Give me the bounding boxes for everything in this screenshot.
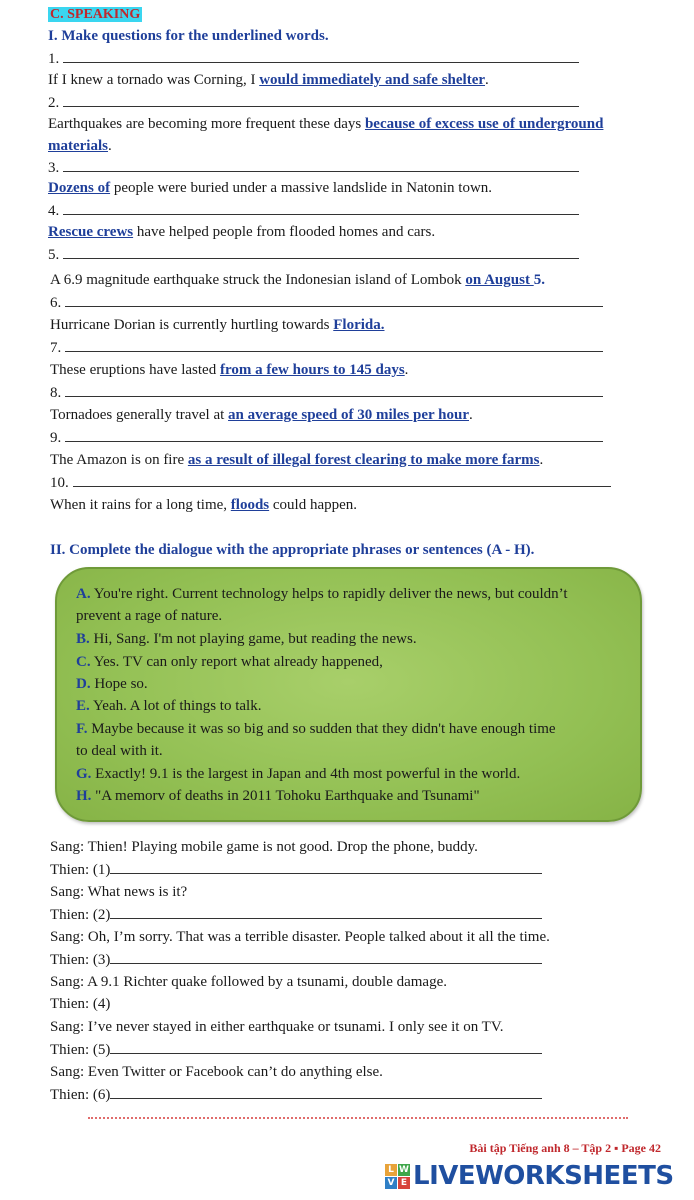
option-a: A. You're right. Current technology helps to rapidly deliver the news, but couldn’t <box>76 586 568 602</box>
dialogue-line: Sang: Oh, I’m sorry. That was a terrible disaster. People talked about it all the time. <box>50 929 550 945</box>
question-8: Tornadoes generally travel at an average speed of 30 miles per hour. <box>50 407 473 423</box>
footer-divider <box>88 1117 628 1119</box>
option-d: D. Hope so. <box>76 676 148 692</box>
logo-icon: L W V E <box>385 1164 410 1189</box>
answer-line-5[interactable]: 5. <box>48 245 579 264</box>
answer-line-1[interactable]: 1. <box>48 49 579 68</box>
answer-line-10[interactable]: 10. <box>50 473 611 492</box>
dialogue-answer-1[interactable]: Thien: (1) <box>50 860 542 879</box>
option-a-cont: prevent a rage of nature. <box>76 608 223 624</box>
answer-line-8[interactable]: 8. <box>50 383 603 402</box>
question-1: If I knew a tornado was Corning, I would immediately and safe shelter. <box>48 72 489 88</box>
dialogue-line: Sang: Even Twitter or Facebook can’t do anything else. <box>50 1064 383 1080</box>
dialogue-line: Sang: What news is it? <box>50 884 188 900</box>
option-h: H. "A memorv of deaths in 2011 Tohoku Earthquake and Tsunami" <box>76 788 480 804</box>
option-c: C. Yes. TV can only report what already happened, <box>76 654 383 670</box>
question-4: Rescue crews have helped people from flooded homes and cars. <box>48 224 436 240</box>
question-7: These eruptions have lasted from a few hours to 145 days. <box>50 362 409 378</box>
dialogue-line: Sang: Thien! Playing mobile game is not good. Drop the phone, buddy. <box>50 839 478 855</box>
dialogue-answer-3[interactable]: Thien: (3) <box>50 950 542 969</box>
liveworksheets-logo <box>385 1160 674 1192</box>
question-3: Dozens of people were buried under a massive landslide in Natonin town. <box>48 180 493 196</box>
answer-line-2[interactable]: 2. <box>48 93 579 112</box>
question-10: When it rains for a long time, floods could happen. <box>50 497 358 513</box>
question-9: The Amazon is on fire as a result of illegal forest clearing to make more farms. <box>50 452 544 468</box>
dialogue-answer-6[interactable]: Thien: (6) <box>50 1085 542 1104</box>
option-f: F. Maybe because it was so big and so sudden that they didn't have enough time <box>76 721 556 737</box>
answer-line-6[interactable]: 6. <box>50 293 603 312</box>
dialogue-answer-2[interactable]: Thien: (2) <box>50 905 542 924</box>
option-f-cont: to deal with it. <box>76 743 163 759</box>
page-footer: Bài tập Tiếng anh 8 – Tập 2 ▪ Page 42 <box>469 1141 661 1155</box>
answer-line-4[interactable]: 4. <box>48 201 579 220</box>
dialogue-line: Sang: I’ve never stayed in either earthquake or tsunami. I only see it on TV. <box>50 1019 504 1035</box>
options-box <box>55 567 642 822</box>
part2-heading: II. Complete the dialogue with the appropriate phrases or sentences (A - H). <box>50 542 535 558</box>
logo-text: LIVEWORKSHEETS <box>413 1161 674 1191</box>
option-b: B. Hi, Sang. I'm not playing game, but reading the news. <box>76 631 417 647</box>
option-e: E. Yeah. A lot of things to talk. <box>76 698 262 714</box>
dialogue-line: Sang: A 9.1 Richter quake followed by a tsunami, double damage. <box>50 974 448 990</box>
question-6: Hurricane Dorian is currently hurtling towards Florida. <box>50 317 385 333</box>
section-title: C. SPEAKING <box>50 7 141 22</box>
answer-line-7[interactable]: 7. <box>50 338 603 357</box>
dialogue-answer-4[interactable]: Thien: (4) <box>50 996 111 1012</box>
option-g: G. Exactly! 9.1 is the largest in Japan and 4th most powerful in the world. <box>76 766 521 782</box>
question-2-cont: materials. <box>48 138 112 154</box>
part1-heading: I. Make questions for the underlined words. <box>48 28 329 44</box>
dialogue-answer-5[interactable]: Thien: (5) <box>50 1040 542 1059</box>
question-5: A 6.9 magnitude earthquake struck the Indonesian island of Lombok on August 5. <box>50 272 545 288</box>
answer-line-9[interactable]: 9. <box>50 428 603 447</box>
question-2: Earthquakes are becoming more frequent these days because of excess use of underground <box>48 116 604 132</box>
answer-line-3[interactable]: 3. <box>48 158 579 177</box>
